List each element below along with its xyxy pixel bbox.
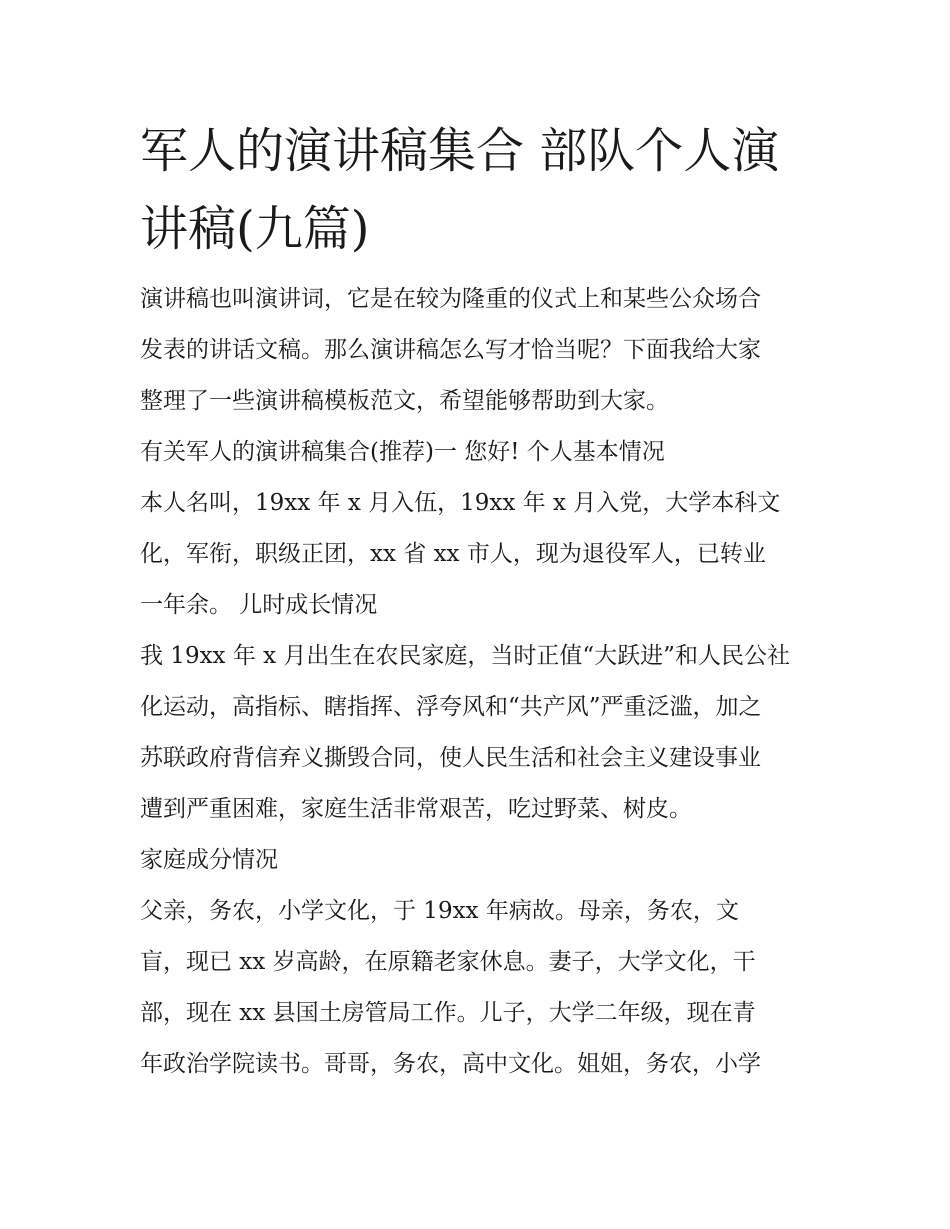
text-line: 整理了一些演讲稿模板范文，希望能够帮助到大家。 [140, 388, 669, 414]
title-line: 军人的演讲稿集合 部队个人演 [140, 123, 780, 179]
document-body [140, 274, 830, 1090]
text-line: 本人名叫，19xx 年 x 月入伍，19xx 年 x 月入党，大学本科文 [140, 490, 781, 516]
text-line: 家庭成分情况 [140, 847, 278, 873]
paragraph-childhood [140, 631, 830, 835]
paragraph-heading-family [140, 835, 830, 886]
title-line: 讲稿(九篇) [140, 201, 370, 257]
text-line: 遭到严重困难，家庭生活非常艰苦，吃过野菜、树皮。 [140, 796, 692, 822]
text-line: 年政治学院读书。哥哥，务农，高中文化。姐姐，务农，小学 [140, 1051, 761, 1077]
text-line: 发表的讲话文稿。那么演讲稿怎么写才恰当呢？下面我给大家 [140, 337, 761, 363]
paragraph-family [140, 886, 830, 1090]
text-line: 演讲稿也叫演讲词，它是在较为隆重的仪式上和某些公众场合 [140, 286, 761, 312]
paragraph-heading-basic-info [140, 427, 830, 478]
text-line: 有关军人的演讲稿集合(推荐)一 您好! 个人基本情况 [140, 439, 665, 465]
text-line: 父亲，务农，小学文化，于 19xx 年病故。母亲，务农，文 [140, 898, 739, 924]
text-line: 我 19xx 年 x 月出生在农民家庭，当时正值“大跃进”和人民公社 [140, 643, 790, 669]
text-line: 部，现在 xx 县国土房管局工作。儿子，大学二年级，现在青 [140, 1000, 756, 1026]
text-line: 盲，现已 xx 岁高龄，在原籍老家休息。妻子，大学文化，干 [140, 949, 756, 975]
text-line: 一年余。 儿时成长情况 [140, 592, 378, 618]
document-title [140, 112, 830, 268]
text-line: 化，军衔，职级正团，xx 省 xx 市人，现为退役军人，已转业 [140, 541, 766, 567]
paragraph-intro [140, 274, 830, 427]
text-line: 化运动，高指标、瞎指挥、浮夸风和“共产风”严重泛滥，加之 [140, 694, 762, 720]
text-line: 苏联政府背信弃义撕毁合同，使人民生活和社会主义建设事业 [140, 745, 761, 771]
paragraph-basic-info [140, 478, 830, 631]
